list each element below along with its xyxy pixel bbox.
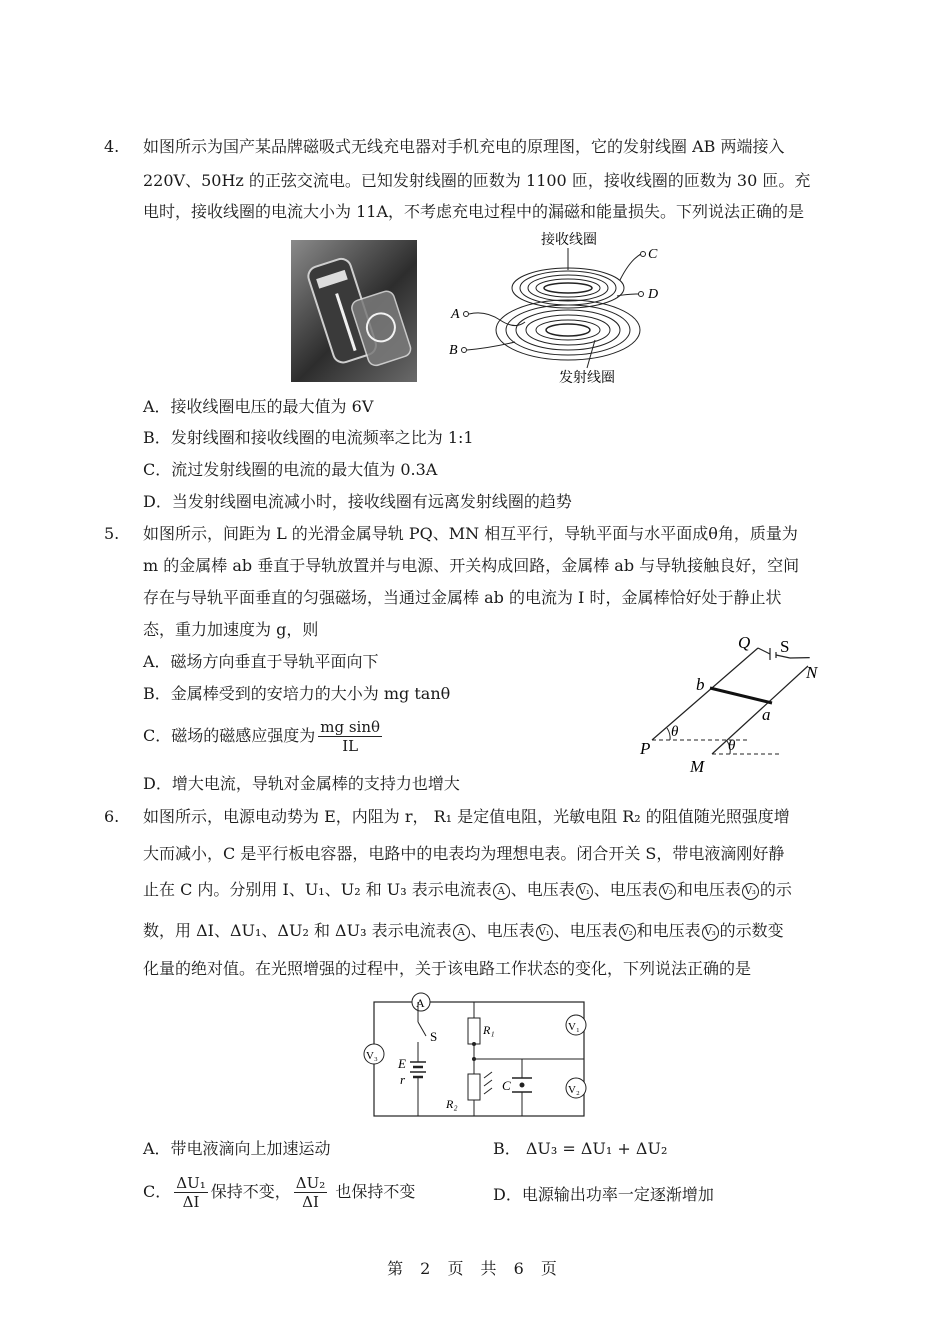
page-footer: 第 2 页 共 6 页 <box>387 1259 563 1278</box>
circuit-diagram <box>358 992 598 1127</box>
q5-option-a[interactable]: A．磁场方向垂直于导轨平面向下 <box>143 652 379 671</box>
q5-number: 5. <box>104 524 120 543</box>
q6-stem-line3: 止在 C 内。分别用 I、U₁、U₂ 和 U₃ 表示电流表 A 、电压表 V₁ 、电压表 V₂ 和电压表 V₃ 的示 <box>143 880 792 899</box>
svg-text:R₁: R₁ <box>483 1023 495 1037</box>
svg-text:b: b <box>696 675 705 694</box>
rail-diagram <box>630 628 830 778</box>
voltmeter-v3-symbol: V₃ <box>742 883 759 900</box>
q4-stem-line2: 220V、50Hz 的正弦交流电。已知发射线圈的匝数为 1100 匝，接收线圈的匝数为 30 匝。充 <box>143 171 811 190</box>
svg-text:P: P <box>640 739 651 758</box>
voltmeter-v1-symbol: V₁ <box>576 883 593 900</box>
q5-option-d[interactable]: D．增大电流，导轨对金属棒的支持力也增大 <box>143 774 460 793</box>
svg-text:S: S <box>430 1029 438 1044</box>
svg-text:C: C <box>648 247 658 262</box>
q4-option-b[interactable]: B．发射线圈和接收线圈的电流频率之比为 1:1 <box>143 428 474 447</box>
voltmeter-v2-symbol: V₂ <box>659 883 676 900</box>
svg-text:a: a <box>762 705 771 724</box>
svg-text:V₂: V₂ <box>568 1084 580 1096</box>
q6-option-c[interactable]: C． $\frac{\text{ΔU₁}}{\Delta I}$ 保持不变， $\frac{\text{ΔU₂}}{\Delta I}$ 也保持不变 <box>143 1174 416 1211</box>
svg-text:V₁: V₁ <box>568 1021 580 1033</box>
q6-stem-line4: 数，用 ΔI、ΔU₁、ΔU₂ 和 ΔU₃ 表示电流表 A 、电压表 V₁ 、电压表 V₂ 和电压表 V₃ 的示数变 <box>143 921 784 940</box>
ammeter-symbol: A <box>493 883 510 900</box>
phone-charger-photo <box>291 240 417 382</box>
q6-option-b[interactable]: B． ΔU₃ = ΔU₁ + ΔU₂ <box>493 1139 668 1158</box>
q4-option-a[interactable]: A．接收线圈电压的最大值为 6V <box>143 397 374 416</box>
q4-stem-line1: 如图所示为国产某品牌磁吸式无线充电器对手机充电的原理图，它的发射线圈 AB 两端接入 <box>143 137 785 156</box>
svg-text:A: A <box>451 307 460 322</box>
svg-text:C: C <box>502 1078 511 1093</box>
coil-diagram <box>445 230 685 385</box>
svg-text:B: B <box>449 343 458 358</box>
svg-text:M: M <box>690 757 705 776</box>
q5-option-c[interactable]: C．磁场的磁感应强度为 $\frac{\text{mg sinθ}}{IL}$ <box>143 718 381 755</box>
svg-text:θ: θ <box>728 738 736 754</box>
svg-text:Q: Q <box>738 633 751 652</box>
q6-number: 6. <box>104 807 120 826</box>
q4-option-c[interactable]: C．流过发射线圈的电流的最大值为 0.3A <box>143 460 438 479</box>
svg-text:S: S <box>780 637 790 656</box>
receive-coil-label: 接收线圈 <box>541 233 597 248</box>
svg-text:A: A <box>416 996 425 1010</box>
q5-stem-line3: 存在与导轨平面垂直的匀强磁场，当通过金属棒 ab 的电流为 I 时，金属棒恰好处于静止状 <box>143 588 782 607</box>
q4-option-d[interactable]: D．当发射线圈电流减小时，接收线圈有远离发射线圈的趋势 <box>143 492 572 511</box>
svg-text:N: N <box>806 663 818 682</box>
q4-number: 4. <box>104 137 120 156</box>
q5-c-fraction: $\frac{\text{mg sinθ}}{IL}$ <box>320 718 381 755</box>
svg-text:θ: θ <box>671 724 679 740</box>
svg-text:V₃: V₃ <box>366 1050 378 1062</box>
svg-text:D: D <box>648 287 659 302</box>
q5-stem-line1: 如图所示，间距为 L 的光滑金属导轨 PQ、MN 相互平行，导轨平面与水平面成θ角，质量为 <box>143 524 798 543</box>
q6-stem-line2: 大而减小，C 是平行板电容器，电路中的电表均为理想电表。闭合开关 S，带电液滴刚好静 <box>143 844 785 863</box>
svg-text:r: r <box>400 1072 406 1087</box>
svg-text:R₂: R₂ <box>446 1097 458 1111</box>
q6-option-a[interactable]: A．带电液滴向上加速运动 <box>143 1139 331 1158</box>
q6-option-d[interactable]: D．电源输出功率一定逐渐增加 <box>493 1185 714 1204</box>
q5-option-b[interactable]: B．金属棒受到的安培力的大小为 mg tanθ <box>143 684 451 703</box>
svg-text:E: E <box>398 1056 406 1071</box>
q5-stem-line2: m 的金属棒 ab 垂直于导轨放置并与电源、开关构成回路，金属棒 ab 与导轨接触良好，空间 <box>143 556 800 575</box>
q6-stem-line1: 如图所示，电源电动势为 E，内阻为 r， R₁ 是定值电阻，光敏电阻 R₂ 的阻值随光照强度增 <box>143 807 790 826</box>
q5-stem-line4: 态，重力加速度为 g，则 <box>143 620 319 639</box>
q4-stem-line3: 电时，接收线圈的电流大小为 11A，不考虑充电过程中的漏磁和能量损失。下列说法正确的是 <box>143 202 805 221</box>
q6-stem-line5: 化量的绝对值。在光照增强的过程中，关于该电路工作状态的变化，下列说法正确的是 <box>143 959 752 978</box>
transmit-coil-label: 发射线圈 <box>559 371 615 385</box>
